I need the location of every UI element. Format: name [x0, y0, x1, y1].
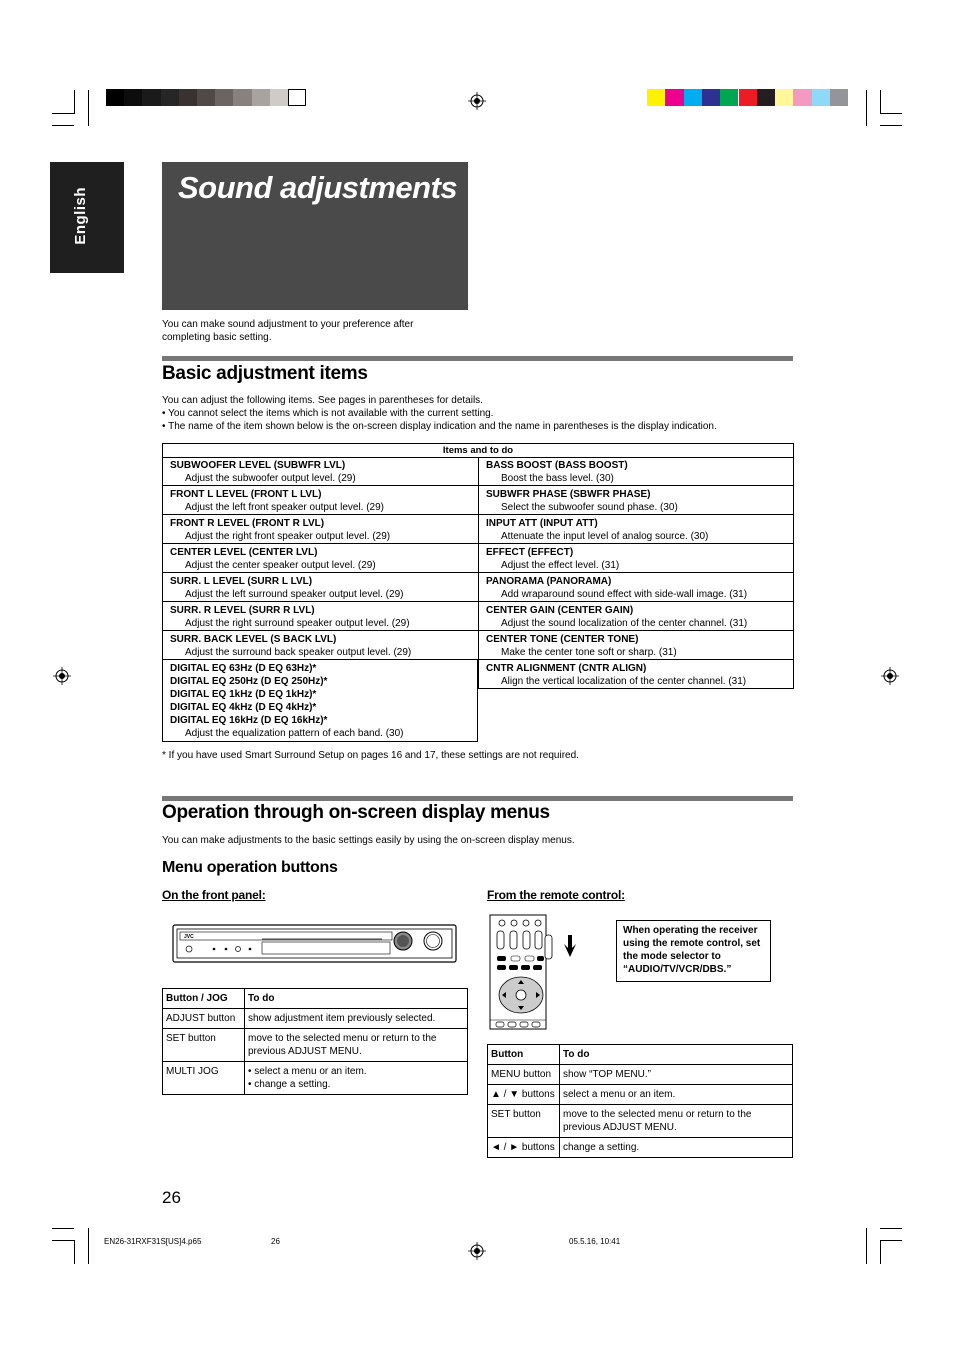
table-header: To do — [245, 989, 468, 1009]
color-swatch — [702, 89, 720, 106]
page-title: Sound adjustments — [178, 170, 458, 205]
color-swatch — [793, 89, 811, 106]
items-right-column — [478, 457, 794, 689]
color-swatch — [720, 89, 738, 106]
table-row: SET button move to the selected menu or return to the previous ADJUST MENU. — [488, 1105, 793, 1138]
table-row: SUBWOOFER LEVEL (SUBWFR LVL) Adjust the subwoofer output level. (29) — [162, 457, 478, 486]
table-row: ◄ / ► buttons change a setting. — [488, 1138, 793, 1158]
language-tab — [50, 162, 124, 273]
registration-mark-icon — [881, 667, 899, 685]
color-swatch — [647, 89, 665, 106]
gray-swatch — [106, 89, 124, 106]
items-table-header: Items and to do — [162, 443, 794, 458]
front-panel-heading: On the front panel: — [162, 888, 266, 902]
gray-swatch — [288, 89, 306, 106]
color-swatch — [830, 89, 848, 106]
remote-control-heading: From the remote control: — [487, 888, 625, 902]
language-label: English — [72, 187, 89, 245]
remote-control-table — [487, 1044, 793, 1158]
color-swatch — [665, 89, 683, 106]
table-row: EFFECT (EFFECT) Adjust the effect level. (31) — [478, 544, 794, 573]
remote-control-illustration — [488, 913, 580, 1031]
table-row: ▲ / ▼ buttons select a menu or an item. — [488, 1085, 793, 1105]
table-row: FRONT R LEVEL (FRONT R LVL) Adjust the right front speaker output level. (29) — [162, 515, 478, 544]
gray-swatch — [161, 89, 179, 106]
page-number: 26 — [162, 1188, 181, 1207]
table-row: CENTER LEVEL (CENTER LVL) Adjust the center speaker output level. (29) — [162, 544, 478, 573]
section-rule — [162, 796, 793, 801]
table-header: Button / JOG — [163, 989, 245, 1009]
table-row: CENTER GAIN (CENTER GAIN) Adjust the sound localization of the center channel. (31) — [478, 602, 794, 631]
table-row: PANORAMA (PANORAMA) Add wraparound sound effect with side-wall image. (31) — [478, 573, 794, 602]
gray-swatch — [252, 89, 270, 106]
footnote: * If you have used Smart Surround Setup on pages 16 and 17, these settings are not required. — [162, 750, 579, 761]
table-row: BASS BOOST (BASS BOOST) Boost the bass level. (30) — [478, 457, 794, 486]
gray-swatch — [197, 89, 215, 106]
registration-mark-icon — [53, 667, 71, 685]
footer-date: 05.5.16, 10:41 — [569, 1237, 621, 1246]
table-row: INPUT ATT (INPUT ATT) Attenuate the input level of analog source. (30) — [478, 515, 794, 544]
gray-swatch — [233, 89, 251, 106]
table-row: SURR. BACK LEVEL (S BACK LVL) Adjust the surround back speaker output level. (29) — [162, 631, 478, 660]
table-row: MULTI JOG • select a menu or an item. • change a setting. — [163, 1062, 468, 1095]
table-row: SURR. L LEVEL (SURR L LVL) Adjust the left surround speaker output level. (29) — [162, 573, 478, 602]
table-row: CENTER TONE (CENTER TONE) Make the center tone soft or sharp. (31) — [478, 631, 794, 660]
front-panel-table — [162, 988, 468, 1095]
table-row: DIGITAL EQ 63Hz (D EQ 63Hz)* DIGITAL EQ 250Hz (D EQ 250Hz)* DIGITAL EQ 1kHz (D EQ 1kHz)* DIGITAL EQ 4kHz (D EQ 4kHz)* DIGITAL EQ 16kHz (D EQ 16kHz)* Adjust the equalization pattern of each band. (30) — [162, 660, 478, 742]
operation-text: You can make adjustments to the basic settings easily by using the on-screen display menus. — [162, 835, 575, 846]
table-header: Button — [488, 1045, 560, 1065]
operation-heading: Operation through on-screen display menus — [162, 802, 550, 823]
gray-swatch — [215, 89, 233, 106]
items-table — [162, 443, 794, 739]
table-row: ADJUST button show adjustment item previously selected. — [163, 1009, 468, 1029]
front-panel-illustration — [172, 922, 458, 967]
color-swatch — [739, 89, 757, 106]
gray-swatch — [124, 89, 142, 106]
gray-swatch — [270, 89, 288, 106]
footer-page: 26 — [271, 1237, 280, 1246]
table-row: CNTR ALIGNMENT (CNTR ALIGN) Align the vertical localization of the center channel. (31) — [478, 660, 794, 689]
registration-mark-icon — [468, 1242, 486, 1260]
brand-logo: JVC — [184, 934, 194, 940]
intro-text: You can make sound adjustment to your preference after completing basic setting. — [162, 319, 414, 343]
gray-swatch — [142, 89, 160, 106]
title-box — [162, 162, 468, 310]
color-swatch — [757, 89, 775, 106]
color-swatch — [775, 89, 793, 106]
basic-text: You can adjust the following items. See pages in parentheses for details. • You cannot select the items which is not available with the current setting. • The name of the item shown below is the on-screen display indication and the name in parentheses is the display indication. — [162, 395, 717, 432]
gray-swatch — [179, 89, 197, 106]
table-row: FRONT L LEVEL (FRONT L LVL) Adjust the left front speaker output level. (29) — [162, 486, 478, 515]
table-row: SURR. R LEVEL (SURR R LVL) Adjust the right surround speaker output level. (29) — [162, 602, 478, 631]
items-left-column — [162, 457, 478, 742]
table-row: SUBWFR PHASE (SBWFR PHASE) Select the subwoofer sound phase. (30) — [478, 486, 794, 515]
section-rule — [162, 356, 793, 361]
table-row: SET button move to the selected menu or return to the previous ADJUST MENU. — [163, 1029, 468, 1062]
registration-mark-icon — [468, 92, 486, 110]
color-swatch — [812, 89, 830, 106]
table-header: To do — [560, 1045, 793, 1065]
footer-filename: EN26-31RXF31S[US]4.p65 — [104, 1237, 202, 1246]
basic-heading: Basic adjustment items — [162, 363, 368, 384]
menu-buttons-heading: Menu operation buttons — [162, 859, 338, 876]
remote-note-box: When operating the receiver using the remote control, set the mode selector to “AUDIO/TV/VCR/DBS.” — [616, 920, 771, 982]
color-swatch — [684, 89, 702, 106]
table-row: MENU button show “TOP MENU.” — [488, 1065, 793, 1085]
